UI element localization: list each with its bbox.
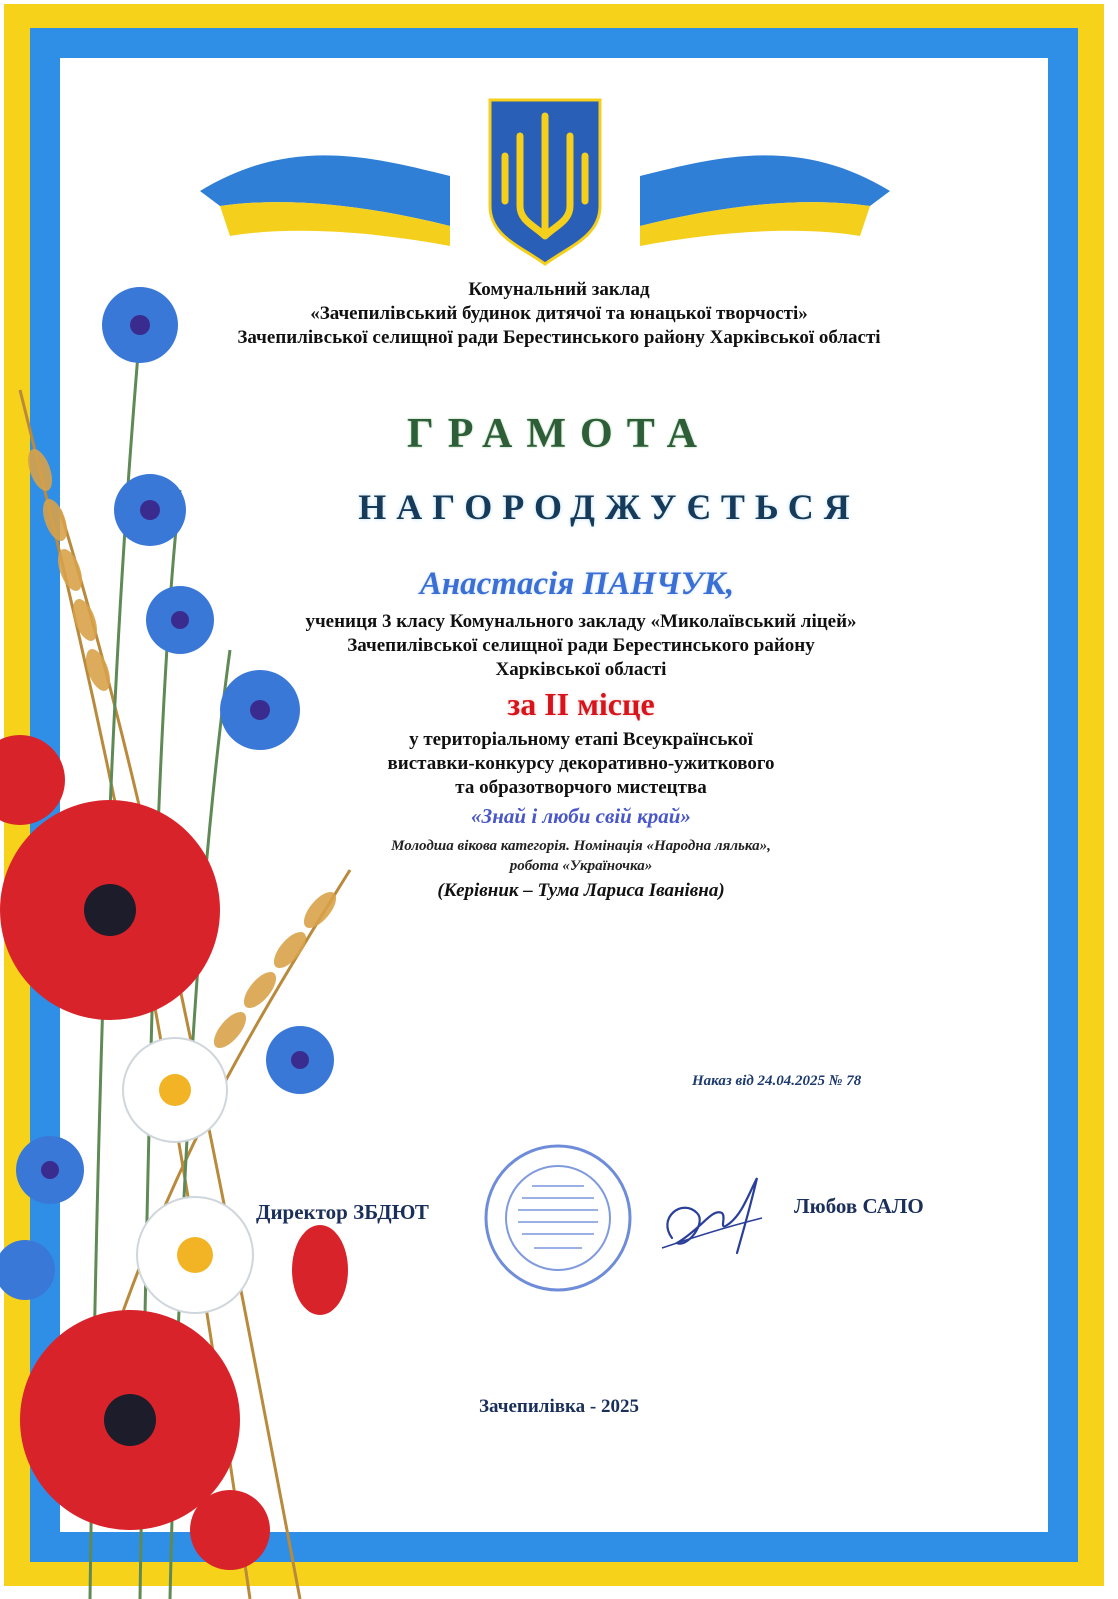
- emblem-ribbon: [200, 96, 890, 266]
- place-award: за ІІ місце: [507, 686, 655, 722]
- leader-info: (Керівник – Тума Лариса Іванівна): [437, 880, 725, 901]
- trident-icon: [490, 100, 600, 264]
- recipient-description: [22, 610, 1118, 682]
- awarded-heading: НАГОРОДЖУЄТЬСЯ: [358, 487, 860, 527]
- recipient-line-2: Зачепилівської селищної ради Берестинського району: [347, 635, 815, 656]
- category-line-2: робота «Україночка»: [509, 858, 653, 874]
- recipient-name: Анастасія ПАНЧУК,: [419, 566, 735, 602]
- recipient-line-1: учениця 3 класу Комунального закладу «Миколаївський ліцей»: [305, 611, 857, 632]
- order-reference: Наказ від 24.04.2025 № 78: [692, 1073, 862, 1089]
- contest-line-2: виставки-конкурсу декоративно-ужиткового: [387, 753, 775, 774]
- footer-place-year: Зачепилівка - 2025: [479, 1396, 639, 1417]
- category-info: [22, 836, 1118, 876]
- director-name: Любов САЛО: [794, 1194, 924, 1218]
- contest-line-1: у територіальному етапі Всеукраїнської: [409, 729, 753, 750]
- certificate-title: ГРАМОТА: [407, 411, 711, 457]
- official-stamp: [482, 1142, 634, 1294]
- recipient-line-3: Харківської області: [495, 659, 667, 680]
- contest-line-3: та образотворчого мистецтва: [455, 777, 707, 798]
- organization-line-2: «Зачепилівський будинок дитячої та юнацької творчості»: [310, 303, 808, 324]
- contest-name: «Знай і люби свій край»: [471, 804, 691, 828]
- daisy-icon: [123, 1038, 253, 1313]
- category-line-1: Молодша вікова категорія. Номінація «Народна лялька»,: [391, 838, 771, 854]
- contest-description: [22, 728, 1118, 800]
- director-title: Директор ЗБДЮТ: [256, 1200, 429, 1224]
- director-signature: [652, 1168, 772, 1260]
- organization-header: [0, 278, 1118, 350]
- organization-line-3: Зачепилівської селищної ради Берестинського району Харківської області: [237, 327, 881, 348]
- organization-line-1: Комунальний заклад: [468, 279, 650, 300]
